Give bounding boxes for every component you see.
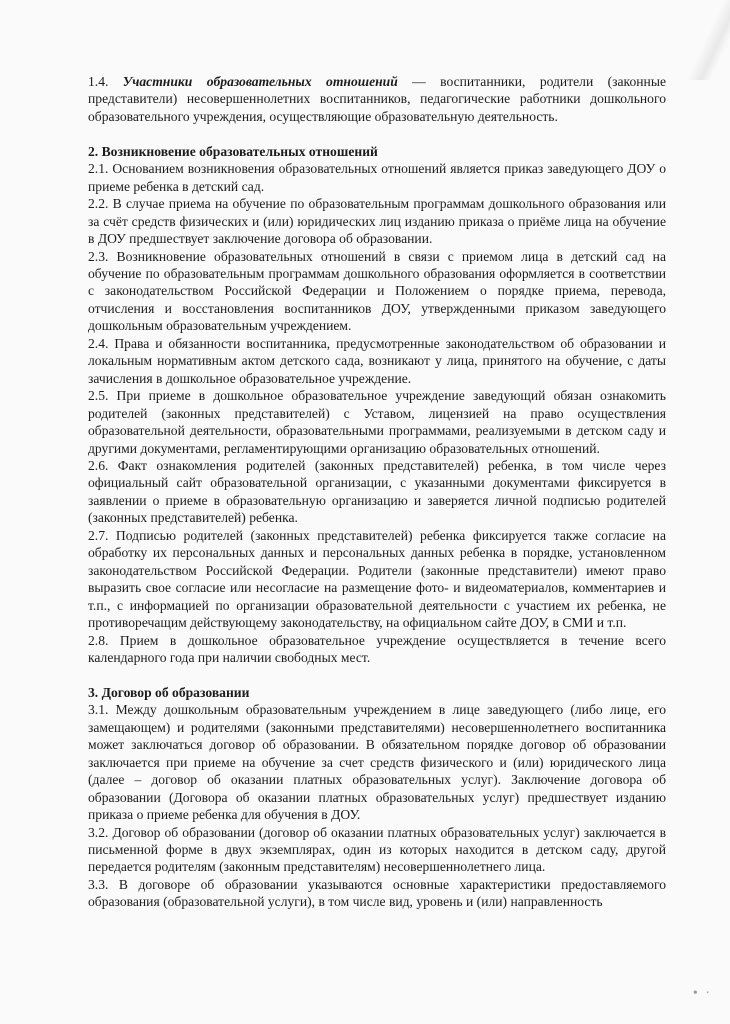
paragraph-3-1: 3.1. Между дошкольным образовательным учреждением в лице заведующего (либо лице, его замещающем) и родителями (законными представителями) несовершеннолетнего воспитанника может заключаться договор об образовании. В обязательном порядке договор об образовании заключается при приеме на обучение за счет средств физического и (или) юридического лица (далее – договор об оказании платных образовательных услуг). Заключение договора об образовании (Договора об оказании платных образовательных услуг) предшествует изданию приказа о приеме ребенка для обучения в ДОУ.	[88, 702, 666, 823]
paragraph-2-7: 2.7. Подписью родителей (законных представителей) ребенка фиксируется также согласие на обработку их персональных данных и персональных данных ребенка в порядке, установленном законодательством Российской Федерации. Родители (законные представители) имеют право выразить свое согласие или несогласие на размещение фото- и видеоматериалов, комментариев и т.п., с информацией по организации образовательной деятельности с участием их ребенка, не противоречащим действующему законодательству, на официальном сайте ДОУ, в СМИ и т.п.	[88, 527, 666, 631]
scan-speck: • ·	[692, 986, 712, 1001]
paragraph-2-6: 2.6. Факт ознакомления родителей (законных представителей) ребенка, в том числе через официальный сайт образовательной организации, с указанными документами фиксируется в заявлении о приеме в образовательную организацию и заверяется личной подписью родителей (законных представителей) ребенка.	[88, 458, 666, 526]
section-3-heading: 3. Договор об образовании	[88, 684, 250, 700]
paragraph-3-3: 3.3. В договоре об образовании указываются основные характеристики предоставляемого образования (образовательной услуги), в том числе вид, уровень и (или) направленность	[88, 876, 666, 910]
defined-term: Участники образовательных отношений	[122, 74, 398, 89]
paragraph-2-5: 2.5. При приеме в дошкольное образовательное учреждение заведующий обязан ознакомить родителей (законных представителей) с Уставом, лицензией на право осуществления образовательной деятельности, образовательными программами, реализуемыми в детском саду и другими документами, регламентирующими организацию образовательных отношений.	[88, 388, 666, 456]
paragraph-2-2: 2.2. В случае приема на обучение по образовательным программам дошкольного образования или за счёт средств физических и (или) юридических лиц изданию приказа о приёме лица на обучение в ДОУ предшествует заключение договора об образовании.	[88, 196, 666, 247]
page-fold-shadow	[670, 0, 730, 80]
clause-number: 1.4.	[88, 74, 109, 89]
document-page	[88, 73, 666, 911]
paragraph-3-2: 3.2. Договор об образовании (договор об оказании платных образовательных услуг) заключается в письменной форме в двух экземплярах, один из которых находится в детском саду, другой передается родителям (законным представителям) несовершеннолетнего лица.	[88, 824, 666, 875]
section-2-heading: 2. Возникновение образовательных отношений	[88, 143, 378, 159]
section-gap	[88, 666, 666, 684]
paragraph-2-8: 2.8. Прием в дошкольное образовательное учреждение осуществляется в течение всего календарного года при наличии свободных мест.	[88, 632, 666, 665]
paragraph-1-4	[88, 73, 666, 125]
section-gap	[88, 125, 666, 143]
clause-text: — воспитанники, родители (законные представители) несовершеннолетних воспитанников, педагогические работники дошкольного образовательного учреждения, осуществляющие образовательную деятельность.	[88, 74, 666, 124]
paragraph-2-1: 2.1. Основанием возникновения образовательных отношений является приказ заведующего ДОУ о приеме ребенка в детский сад.	[88, 161, 666, 194]
paragraph-2-4: 2.4. Права и обязанности воспитанника, предусмотренные законодательством об образовании и локальным нормативным актом детского сада, возникают у лица, принятого на обучение, с даты зачисления в дошкольное образовательное учреждение.	[88, 335, 666, 386]
paragraph-2-3: 2.3. Возникновение образовательных отношений в связи с приемом лица в детский сад на обучение по образовательным программам дошкольного образования оформляется в соответствии с законодательством Российской Федерации и Положением о порядке приема, перевода, отчисления и восстановления воспитанников ДОУ, утвержденными приказом заведующего дошкольным образовательным учреждением.	[88, 248, 666, 334]
